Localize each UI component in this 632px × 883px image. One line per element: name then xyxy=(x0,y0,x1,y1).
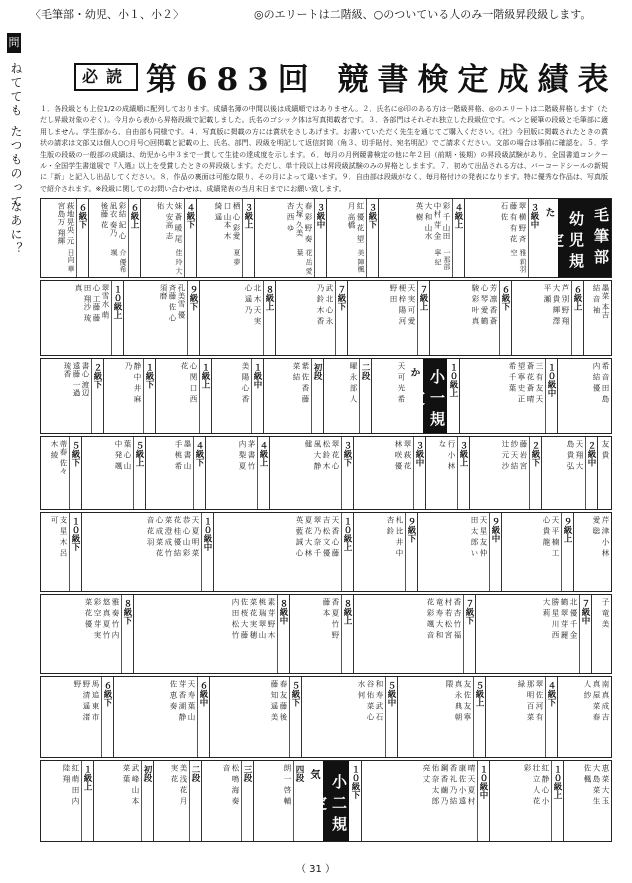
result-cell: 天 翔 大 島 貴 弘 xyxy=(541,437,586,509)
result-cell: 翠 萩 花 林 咲 優 xyxy=(353,437,414,509)
rank-label: 二段 xyxy=(189,761,202,841)
results-panel-3 xyxy=(40,358,612,434)
result-cell: 書心 渡辺 遠藤 一過 琉香 xyxy=(41,359,92,433)
rank-label: １０級中 xyxy=(201,513,214,591)
result-cell: 春 彩 野 奏 大塚 久美 杏 西 ゆ 花 岳 愛 葉 xyxy=(254,199,315,277)
result-cell: 藤 岩 宮 紗 天 結 辻 元 沙 xyxy=(469,437,530,509)
result-cell: 芹 津 小 林 愛 聡 xyxy=(592,516,610,557)
rank-label: ９級下 xyxy=(187,281,200,355)
result-cell: 翠雪水 萌心 工藤 藤田 翔沙 琉真 xyxy=(41,281,112,355)
result-cell: 行 小 林 な xyxy=(425,437,458,509)
result-cell: 墨 書 山 手 桃 希 xyxy=(145,437,194,509)
rank-label: 三段 xyxy=(241,761,254,841)
header-left: 〈毛筆部・幼児、小１、小２〉 xyxy=(30,8,184,21)
rank-label: １０級上 xyxy=(341,513,354,591)
rank-label: ３級中 xyxy=(413,437,426,509)
intro-text: １．各段級とも上位1/2の成績順に配列しております。成績名簿の中間以後は成績順ではありません。２．氏名に◎印のある方は一階級昇格、◎のエリートは二階級昇格します（ただし昇級対象のぞく）。今月から表から昇格段級で記載しました。氏名のゴシック体は写真掲載者です。３．各部門はそれぞれ独立した段級位です。ペンと硬筆の段級と毛筆部に適用しません。学生部から、自由部も同様です。４．写真版に掲載の方には賞状をさしあげます。お書いていただく先生を通じてご購入ください。《社》今回版に掲載されたときの賞状の請求は文部又は個人○○月号○回掲載と記載の上、氏名、部門、段級を明記して返信封筒（角３、切手貼付、宛名明記）でご請求ください。文部の場合は事前に確認を。５．学生版の段級の一般部の成績は、幼児から中３まで一貫して生徒の達成度を示します。６．毎月の月例競書検定の他に年２回（前期・後期）の昇段級試験があり、全国書道コンクール・全国学生書道展で『入選』以上を受賞したときの昇段級します。ただし、単十段以上は昇段級試験のみの昇格としまます。７．初めて出品される方は、バーコードシールの新規に「新」と記入し出品してください。８．作品の裏面は可能な限り、その月によって違います。９．自由部は段級がなく、毎月格付けの発表になります。特に優秀な作品は、写真版で紹介されます。※段級に関してのお問い合わせは、成績発表の当月末日までにお願い致します。 xyxy=(40,105,608,193)
result-cell: 三 有 友 天 蒼 花 蒼 晴 望 寧 史 正 希 千 葉 xyxy=(459,359,546,433)
result-cell: 紅 優 花 望月 高橋 美 陣楓 xyxy=(326,199,367,277)
rank-label: ７級下 xyxy=(463,595,476,673)
results-panel-5 xyxy=(40,512,612,592)
rank-label: ６級下 xyxy=(76,199,89,277)
rank-label: ３級上 xyxy=(242,199,255,277)
results-panel-1 xyxy=(40,198,612,278)
must-read-badge: 必読 xyxy=(74,63,138,91)
result-cell: 天 寿 葉 山 芽 香 湖 静 佐 恵 奏 xyxy=(113,677,198,757)
rank-label: ３級下 xyxy=(366,199,379,277)
result-cell: 恵 菜 大 玉 大 島 菜 生 佐 楓 xyxy=(583,764,610,805)
rank-label: ４級下 xyxy=(193,437,206,509)
rank-label: ７級中 xyxy=(579,595,592,673)
result-cell: 松 鳴 海 奏 音 xyxy=(201,761,242,841)
rank-label: ５級上 xyxy=(473,677,486,757)
section-sublabel: 気 xyxy=(305,761,324,841)
rank-label: ２級下 xyxy=(529,437,542,509)
rank-label: ４級下 xyxy=(184,199,197,277)
page-number: （ 31 ） xyxy=(296,864,336,875)
rank-label: ９級下 xyxy=(405,513,418,591)
rank-label: ６級下 xyxy=(101,677,114,757)
result-cell: 孔美雪 優 斉藤 佐 心 須磨 xyxy=(123,281,188,355)
result-cell: 天 香 心 藤 吉 松 文 優 翠 乃 奈 千 夏 花 大 林 英 藍 誠 心 xyxy=(213,513,342,591)
rank-label: １０級下 xyxy=(69,513,82,591)
rank-label: ７級下 xyxy=(335,281,348,355)
rank-label: 二段 xyxy=(359,359,372,433)
rank-label: ９級上 xyxy=(561,513,574,591)
result-cell: 香 夏 竹 野 藤 本 xyxy=(289,595,342,673)
result-cell: 天 平 楠 工 心 貴 龍 xyxy=(501,513,562,591)
results-board xyxy=(40,198,610,840)
result-cell: 友 佐 友 寧 真 永 典 朝 隈 xyxy=(397,677,474,757)
result-cell: 子 竜 美 xyxy=(601,598,610,628)
rank-label: ７級上 xyxy=(417,281,430,355)
result-cell: 支 星 木 呂 可 xyxy=(41,513,70,591)
section-label-secondary: 幼児規定 xyxy=(558,199,586,277)
rank-label: １０級上 xyxy=(551,761,564,841)
result-cell: 天 実 可 愛 梗 梓 陽 河 野 田 xyxy=(347,281,418,355)
rank-label: １０級下 xyxy=(349,761,362,841)
result-cell: 紅 静 心 小 壮 立 人 花 彩 xyxy=(489,761,552,841)
rank-label: 四段 xyxy=(293,761,306,841)
rank-label: ８級上 xyxy=(341,595,354,673)
result-cell: 希 音 田 島 内 結 優 xyxy=(592,362,610,403)
rank-label: 初段 xyxy=(311,359,324,433)
result-cell: 南 真 成 吉 真 屋 菜 春 人 紗 xyxy=(583,680,610,721)
rank-label: １０級中 xyxy=(477,761,490,841)
rank-label: １０級上 xyxy=(111,281,124,355)
result-cell: 蒂春 佐々木 綾 xyxy=(41,437,70,509)
rank-label: ３級中 xyxy=(314,199,327,277)
result-cell: 香 杏 竹 福 村 若 松 宮 竜 寿 大 和 花 彩 颯 音 xyxy=(353,595,464,673)
results-panel-6 xyxy=(40,594,612,674)
result-cell: 和 寿 武 石 谷 佑 菜 心 水 何 xyxy=(301,677,386,757)
result-cell: 茅 書 竹 内 梨 夏 xyxy=(205,437,258,509)
rank-label: ３級上 xyxy=(457,437,470,509)
result-cell: 静 中 井 麻 乃 xyxy=(103,359,144,433)
page-header xyxy=(30,6,610,22)
result-cell: 天 夏 明 菜 恭 心 山 彩 花 桂 優 結 菜 澄 成 竹 心 成 菜 花 音 花 羽 xyxy=(81,513,202,591)
section-label: 小一規定 xyxy=(423,359,447,433)
rank-label: １級上 xyxy=(199,359,212,433)
result-cell: 北 優 千 金 鶴 翠 芽 麗 勝 星 川 西 大 莉 xyxy=(475,595,580,673)
rank-label: ５級下 xyxy=(289,677,302,757)
result-cell: 墨菜 本吉 結 音 袖 xyxy=(592,284,610,319)
result-cell: 朗 一 啓 輔 xyxy=(253,761,294,841)
results-panel-7 xyxy=(40,676,612,758)
rank-label: ６級中 xyxy=(197,677,210,757)
result-cell: 栖 心 彩愛 口 山本 木綺 遥 夏 夢 xyxy=(196,199,243,277)
result-cell: 素 芽 野 木 桃 瑞 翠 山 菜 花 実 穂 佐 桜 大 藤 内 田 松 竹 xyxy=(133,595,278,673)
result-cell: 武 峰 山 本 菜 葉 xyxy=(93,761,142,841)
result-cell: 彩 千 山田 中村 芽 金 大 和 山水 英 樹 一那部 寧 紀 xyxy=(378,199,453,277)
section-sublabel: か xyxy=(407,359,424,433)
rank-label: ８級中 xyxy=(277,595,290,673)
rank-label: ５級中 xyxy=(385,677,398,757)
result-cell: 札 比 井 中 杏 鈴 xyxy=(353,513,406,591)
rank-label: ８級下 xyxy=(121,595,134,673)
rank-label: ３級下 xyxy=(341,437,354,509)
section-label: 小二規定 xyxy=(323,761,349,841)
result-cell: 葉 心 山 中 発 颯 xyxy=(81,437,134,509)
result-cell: 萩地晃央 元宮島万 翔輝 日向 華 xyxy=(41,199,77,277)
rank-label: ６級上 xyxy=(128,199,141,277)
result-cell: 天 可 光 希 xyxy=(371,359,408,433)
result-cell: 美 陽 心 香 xyxy=(211,359,252,433)
result-cell: 北 木 天 実 心 遥 乃 xyxy=(199,281,264,355)
rank-label: ２級中 xyxy=(585,437,598,509)
result-cell: 心 関 口 西 花 xyxy=(155,359,200,433)
result-cell: 友 貴 xyxy=(601,440,610,459)
rank-label: ４級上 xyxy=(257,437,270,509)
header-right: ◎のエリートは二階級、○のついている人のみ一階級昇段級します。 xyxy=(254,8,592,21)
rank-label: ４級下 xyxy=(545,677,558,757)
result-cell: 妹 蒼 暖 尾 大 安高 志 佑 佳 玲 大 xyxy=(140,199,185,277)
page-title: 第683回 競書検定成績表 xyxy=(146,62,618,98)
rank-label: １０級中 xyxy=(545,359,558,433)
rank-label: ５級上 xyxy=(133,437,146,509)
sidebar-tag: 問 xyxy=(7,33,21,53)
sidebar-riddle-3: なあに？ xyxy=(9,200,23,256)
result-cell: 武 北 心 永 乃 鈴 木 香 xyxy=(275,281,336,355)
result-cell: 美 浅 花 月 実 花 xyxy=(153,761,190,841)
results-panel-4 xyxy=(40,436,612,510)
section-sublabel: た xyxy=(540,199,559,277)
rank-label: 初段 xyxy=(141,761,154,841)
rank-label: １級上 xyxy=(81,761,94,841)
result-cell: 芦 別 野 翔 大 貴 輝 澤 平 瀬 xyxy=(511,281,572,355)
rank-label: ４級上 xyxy=(452,199,465,277)
sidebar-riddle-2: たつものって xyxy=(9,125,23,209)
result-cell: 紅 萌 田 内 陸 翔 xyxy=(41,761,82,841)
rank-label: ６級下 xyxy=(499,281,512,355)
result-cell: 馬 追 東 市 野 清 遥 渚 野 xyxy=(41,677,102,757)
section-label-main: 毛筆部 xyxy=(586,199,611,277)
result-cell: 翠 花 心 松 鈴 木 風 大 静 健 xyxy=(269,437,342,509)
rank-label: ３級中 xyxy=(528,199,541,277)
results-panel-2 xyxy=(40,280,612,356)
rank-label: ６級上 xyxy=(571,281,584,355)
sidebar-riddle-1: ねてても xyxy=(9,62,23,118)
result-cell: 芳 凛 香 蒼 心 琴 愛 鶴 駿 彩 叶 真 xyxy=(429,281,500,355)
rank-label: ５級下 xyxy=(69,437,82,509)
result-cell: 天 星 友 仲 田 太 郎 い xyxy=(417,513,490,591)
result-cell: 紫 佐 香 藤 菜 結 xyxy=(263,359,312,433)
result-cell: 春 友 藤 後 藤 知 遥 美 xyxy=(209,677,290,757)
rank-label: １級中 xyxy=(251,359,264,433)
result-cell: 翠 横 野 斉藤 有 有 花 石 佐 雅 莉羽 空 xyxy=(464,199,529,277)
result-cell: 雅 奏 竹 内 悠 真 夏 竹 彩 空 芽 実 菜 花 優 xyxy=(41,595,122,673)
result-cell: 翠 佐 河 有 那 明 百 菜 緑 xyxy=(485,677,546,757)
rank-label: ２級下 xyxy=(91,359,104,433)
result-cell: 曜 永 部 人 xyxy=(323,359,360,433)
rank-label: １級下 xyxy=(143,359,156,433)
result-cell: 晴 天 夏 村 康 佐 小 遠 香 礼 乃 結 鋼 香 繭 乃 佑 奈 太 郎 亮 丈 xyxy=(361,761,478,841)
result-cell: 彩結 紀 心 凪衣 奏乃 後藤 花 介 優希 颯 xyxy=(88,199,129,277)
rank-label: ８級上 xyxy=(263,281,276,355)
rank-label: １０級上 xyxy=(447,359,460,433)
results-panel-8 xyxy=(40,760,612,842)
rank-label: ９級中 xyxy=(489,513,502,591)
